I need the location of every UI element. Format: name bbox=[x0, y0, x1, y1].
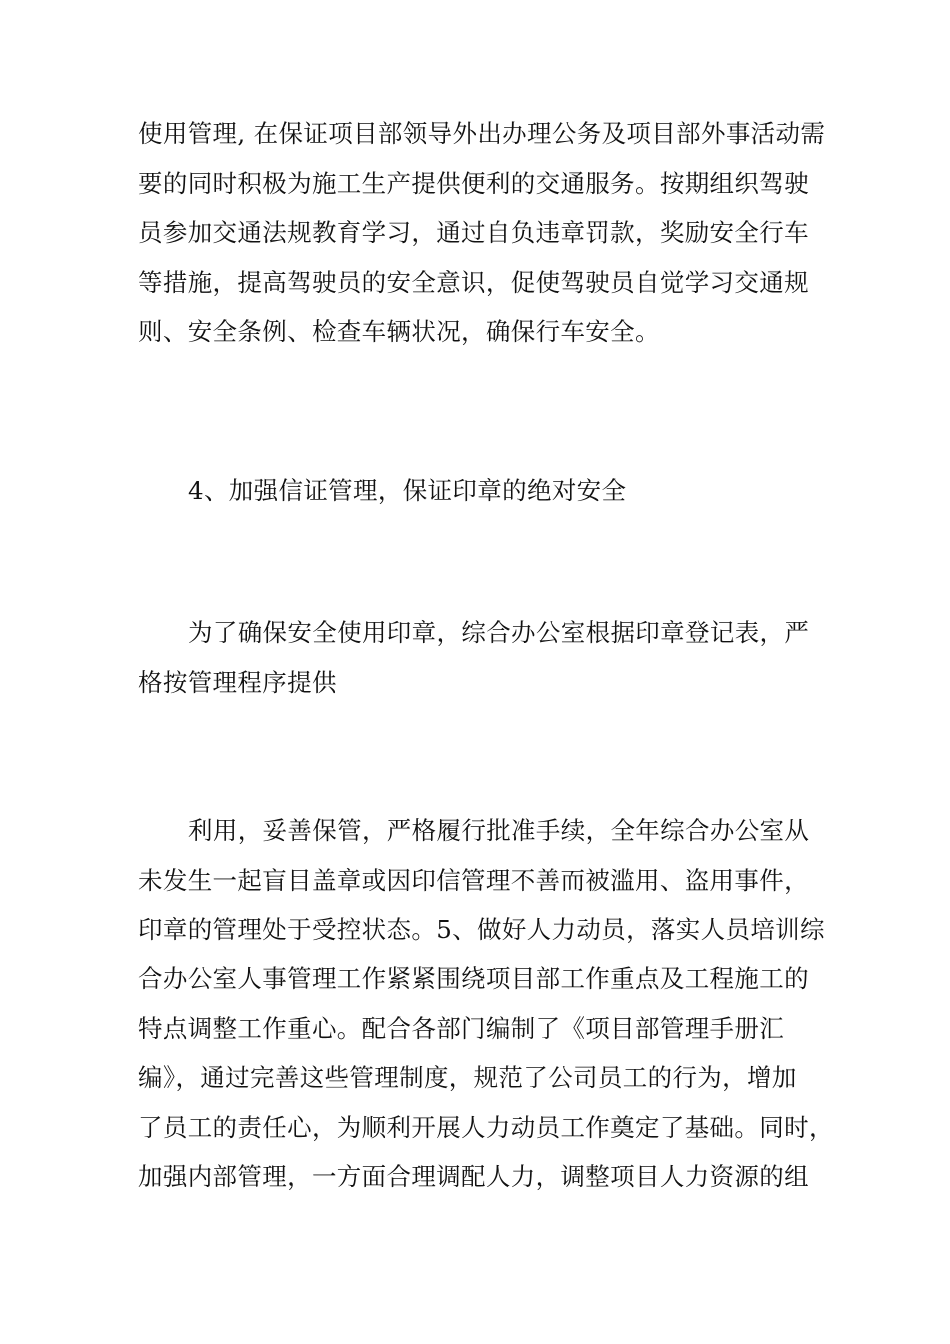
paragraph-1-line-5: 则、安全条例、检查车辆状况，确保行车安全。 bbox=[138, 317, 660, 346]
paragraph-2-line-2: 格按管理程序提供 bbox=[138, 668, 337, 697]
paragraph-1-line-2: 要的同时积极为施工生产提供便利的交通服务。按期组织驾驶 bbox=[138, 169, 809, 198]
paragraph-2-line-1: 为了确保安全使用印章，综合办公室根据印章登记表，严 bbox=[188, 618, 810, 647]
paragraph-1-line-1: 使用管理, 在保证项目部领导外出办理公务及项目部外事活动需 bbox=[138, 119, 826, 148]
paragraph-3-line-6: 编》，通过完善这些管理制度，规范了公司员工的行为，增加 bbox=[138, 1063, 797, 1092]
paragraph-3-line-3: 印章的管理处于受控状态。5、做好人力动员，落实人员培训综 bbox=[138, 915, 825, 944]
paragraph-3-line-5: 特点调整工作重心。配合各部门编制了《项目部管理手册汇 bbox=[138, 1014, 785, 1043]
section-heading: 4、加强信证管理，保证印章的绝对安全 bbox=[188, 476, 627, 505]
paragraph-1-line-3: 员参加交通法规教育学习，通过自负违章罚款，奖励安全行车 bbox=[138, 218, 809, 247]
paragraph-3-line-7: 了员工的责任心，为顺利开展人力动员工作奠定了基础。同时， bbox=[138, 1113, 834, 1142]
paragraph-3-line-2: 未发生一起盲目盖章或因印信管理不善而被滥用、盗用事件， bbox=[138, 866, 809, 895]
paragraph-3-line-8: 加强内部管理，一方面合理调配人力，调整项目人力资源的组 bbox=[138, 1162, 809, 1191]
paragraph-3-line-1: 利用，妥善保管，严格履行批准手续，全年综合办公室从 bbox=[188, 816, 810, 845]
paragraph-3-line-4: 合办公室人事管理工作紧紧围绕项目部工作重点及工程施工的 bbox=[138, 964, 809, 993]
paragraph-1-line-4: 等措施，提高驾驶员的安全意识，促使驾驶员自觉学习交通规 bbox=[138, 268, 809, 297]
